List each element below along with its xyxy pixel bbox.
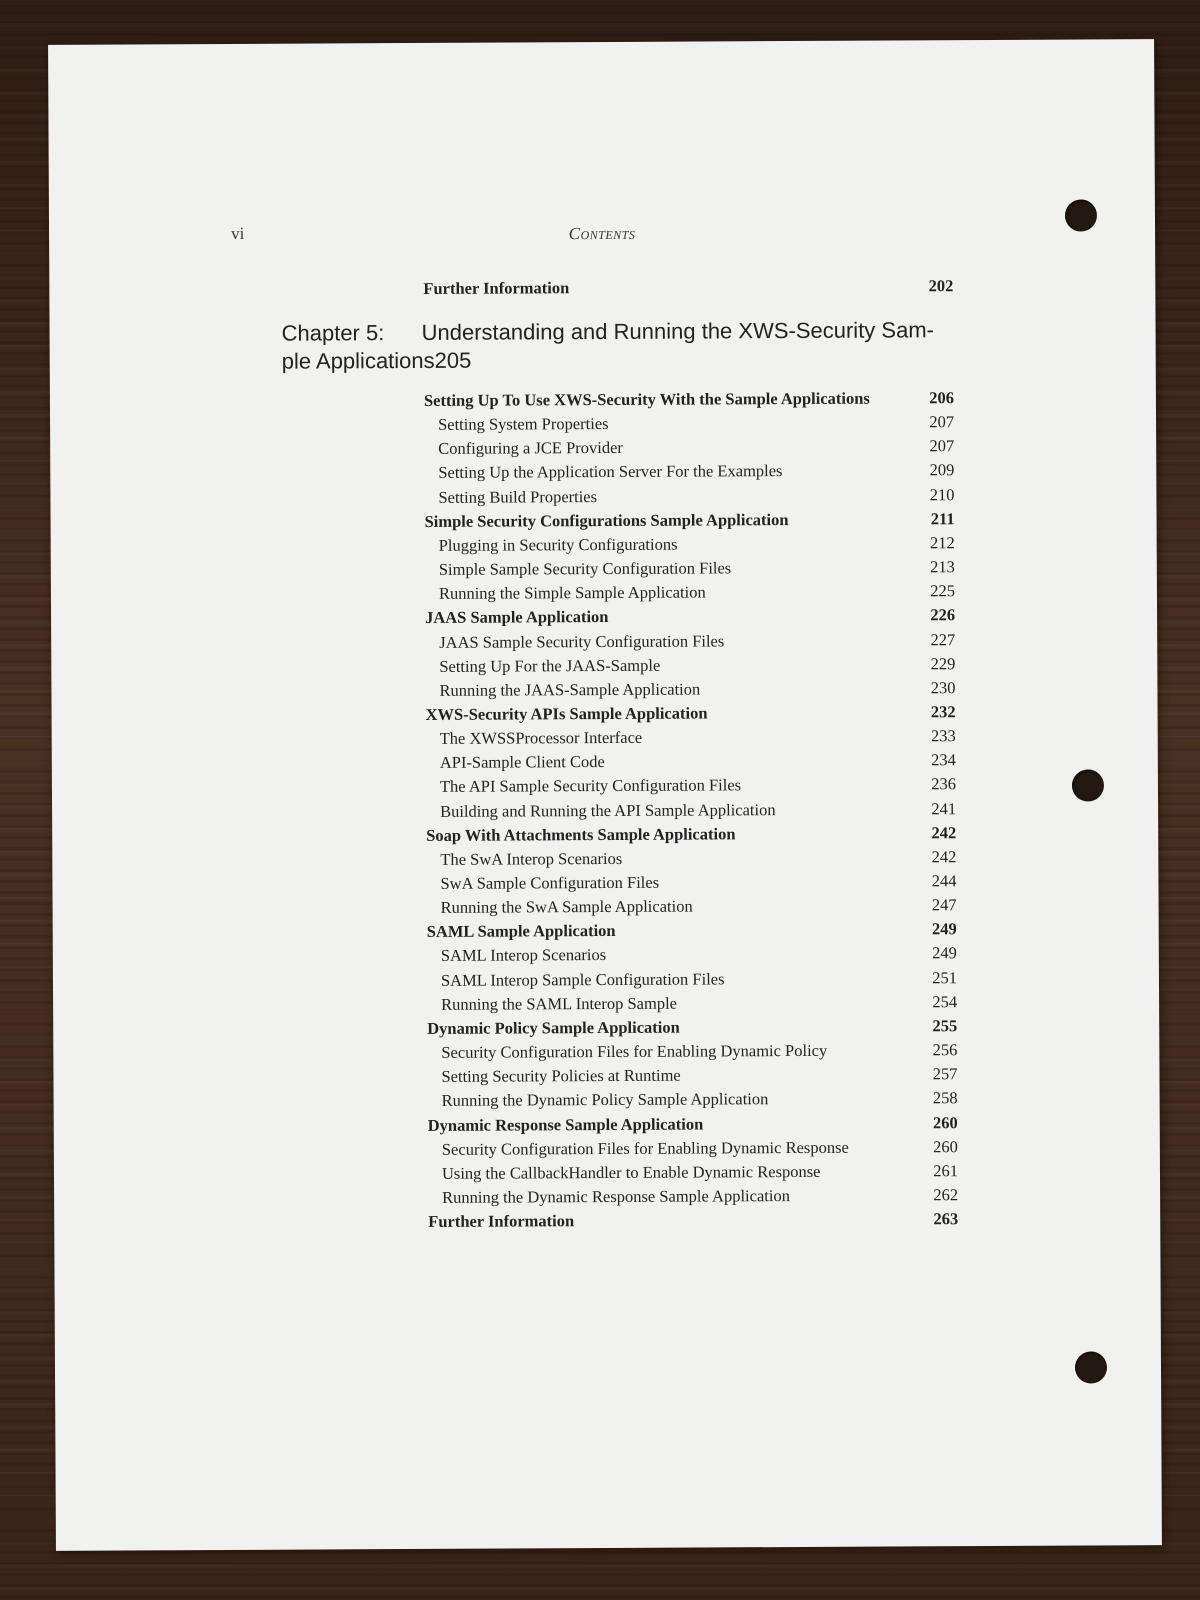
toc-subsection-entry (441, 1040, 957, 1063)
toc-entry-page: 257 (932, 1064, 958, 1084)
toc-entry-page: 262 (933, 1185, 959, 1205)
toc-subsection-entry (438, 485, 954, 508)
toc-entry-page: 236 (931, 774, 956, 794)
toc-entry-page: 242 (931, 846, 957, 867)
toc-subsection-entry (440, 847, 956, 870)
toc-entry-title: Setting Up To Use XWS-Security With the Sample Applications (423, 388, 870, 410)
toc-section-entry (428, 1113, 958, 1136)
toc-subsection-entry (441, 992, 957, 1015)
toc-entry-title: Setting Build Properties (438, 486, 598, 507)
toc-subsection-entry (439, 533, 955, 556)
toc-entry-title: The SwA Interop Scenarios (440, 848, 623, 869)
chapter-label: Chapter 5: (281, 320, 385, 346)
toc-entry-title: The API Sample Security Configuration Files (439, 775, 742, 797)
toc-subsection-entry (438, 436, 954, 459)
toc-subsection-entry (440, 775, 956, 798)
toc-entry-title: Using the CallbackHandler to Enable Dynamic Response (441, 1161, 821, 1183)
toc-subsection-entry (441, 895, 957, 918)
toc-entry-title: Setting Up the Application Server For the Examples (438, 461, 783, 483)
toc-entry-title: JAAS Sample Application (425, 607, 609, 628)
toc-entry-title: SAML Sample Application (426, 921, 616, 942)
toc-entry-title: SwA Sample Configuration Files (440, 872, 660, 893)
toc-entry-page: 260 (932, 1112, 958, 1132)
toc-entry-page: 261 (933, 1160, 959, 1181)
toc-entry-page: 207 (929, 436, 955, 456)
toc-subsection-entry (440, 799, 956, 822)
toc-entry-page: 232 (930, 702, 956, 722)
toc-subsection-entry (438, 461, 954, 484)
toc-entry-title: Dynamic Policy Sample Application (427, 1017, 680, 1038)
toc-subsection-entry (439, 581, 955, 604)
toc-entry-page: 249 (931, 919, 957, 939)
toc-entry-title: Running the SwA Sample Application (440, 896, 693, 917)
toc-entry-title: Configuring a JCE Provider (438, 438, 623, 459)
toc-subsection-entry (442, 1088, 958, 1111)
toc-entry-title: Dynamic Response Sample Application (427, 1113, 704, 1135)
toc-entry-title: Security Configuration Files for Enabling Dynamic Response (441, 1137, 849, 1159)
toc-entry-page: 207 (929, 412, 955, 432)
toc-entry-title: Running the Simple Sample Application (438, 582, 706, 604)
toc-entry-page: 229 (930, 653, 956, 673)
toc-entry-page: 233 (930, 726, 956, 746)
toc-entry-page: 258 (932, 1088, 958, 1108)
toc-entry-title: Further Information (423, 278, 570, 298)
toc-entry-page: 255 (932, 1016, 958, 1036)
toc-subsection-entry (440, 726, 956, 749)
toc-entry-page: 256 (932, 1040, 958, 1060)
toc-entry-title: Running the Dynamic Policy Sample Application (441, 1089, 769, 1111)
toc-entry-title: Further Information (428, 1211, 575, 1232)
toc-entry-page: 202 (928, 276, 954, 296)
toc-entry-title: XWS-Security APIs Sample Application (425, 703, 708, 724)
toc-subsection-entry (439, 557, 955, 580)
toc-entry-title: Setting Security Policies at Runtime (441, 1065, 681, 1087)
toc-entry-page: 234 (931, 750, 956, 770)
punch-hole-middle (1072, 769, 1104, 801)
toc-entry-title: JAAS Sample Security Configuration Files (439, 630, 725, 652)
toc-entry-page: 226 (930, 605, 956, 625)
toc-entry-title: Simple Sample Security Configuration Files (438, 558, 732, 579)
toc-entry-title: Setting System Properties (438, 414, 609, 434)
toc-entry-page: 263 (933, 1209, 959, 1229)
toc-subsection-entry (440, 750, 956, 773)
toc-entry-page: 210 (929, 484, 955, 504)
toc-entry-title: Security Configuration Files for Enabling Dynamic Policy (441, 1040, 828, 1062)
toc-entry-title: SAML Interop Sample Configuration Files (440, 968, 725, 990)
toc-section-entry (425, 606, 955, 629)
toc-entry-page: 206 (929, 388, 954, 408)
toc-subsection-entry (442, 1137, 958, 1160)
toc-subsection-entry (442, 1161, 958, 1184)
chapter-title-line1: Understanding and Running the XWS-Security Sam- (421, 317, 935, 345)
toc-entry-page: 249 (932, 943, 957, 963)
toc-subsection-entry (441, 968, 957, 991)
running-head: Contents (568, 223, 636, 244)
toc-entry-page: 213 (930, 557, 955, 577)
toc-entry-page: 260 (933, 1136, 958, 1156)
toc-section-entry (424, 388, 954, 411)
toc-entry-page: 225 (930, 581, 955, 601)
toc-entry-title: SAML Interop Scenarios (440, 945, 607, 966)
toc-entry-title: Building and Running the API Sample Application (440, 799, 776, 821)
toc-subsection-entry (439, 678, 955, 701)
toc-section-entry (426, 823, 956, 846)
toc-subsection-entry (441, 1064, 957, 1087)
toc-entry-page: 211 (930, 508, 955, 529)
toc-section-entry (425, 509, 955, 532)
toc-entry-page: 244 (931, 871, 957, 891)
toc-subsection-entry (438, 412, 954, 435)
paper-page (48, 39, 1162, 1551)
toc-entry-page: 209 (929, 460, 955, 480)
toc-entry-title: The XWSSProcessor Interface (439, 727, 643, 748)
toc-entry-title: Setting Up For the JAAS-Sample (439, 655, 661, 676)
chapter-heading (282, 316, 952, 376)
toc-entry-title: Plugging in Security Configurations (438, 534, 678, 555)
toc-section-entry (426, 702, 956, 725)
toc-entry-title: API-Sample Client Code (439, 752, 605, 773)
toc-entry-page: 242 (931, 822, 957, 842)
toc-entry-page: 251 (932, 967, 958, 987)
toc-subsection-entry (441, 944, 957, 967)
toc-entry-title: Running the SAML Interop Sample (441, 993, 678, 1014)
toc-entry-page: 254 (932, 991, 958, 1012)
chapter-title-line2: ple Applications205 (281, 347, 472, 374)
toc-entry-page: 212 (929, 533, 955, 553)
toc-entry-top (423, 276, 953, 299)
toc-subsection-entry (439, 654, 955, 677)
toc-section-entry (427, 919, 957, 942)
toc-entry-page: 227 (930, 629, 956, 649)
toc-entry-title: Soap With Attachments Sample Application (426, 824, 736, 845)
toc-section-entry (428, 1209, 958, 1232)
toc-entry-title: Running the Dynamic Response Sample Application (442, 1185, 790, 1207)
page-number: vi (231, 223, 245, 243)
toc-subsection-entry (439, 630, 955, 653)
toc-entry-page: 241 (931, 798, 957, 818)
toc-section-entry (427, 1016, 957, 1039)
toc-subsection-entry (440, 871, 956, 894)
toc-entry-page: 247 (931, 895, 957, 915)
toc-subsection-entry (442, 1185, 958, 1208)
punch-hole-bottom (1075, 1351, 1107, 1383)
toc-entry-title: Running the JAAS-Sample Application (439, 679, 701, 700)
toc-entry-title: Simple Security Configurations Sample Application (424, 509, 789, 531)
toc-entry-page: 230 (930, 677, 956, 698)
